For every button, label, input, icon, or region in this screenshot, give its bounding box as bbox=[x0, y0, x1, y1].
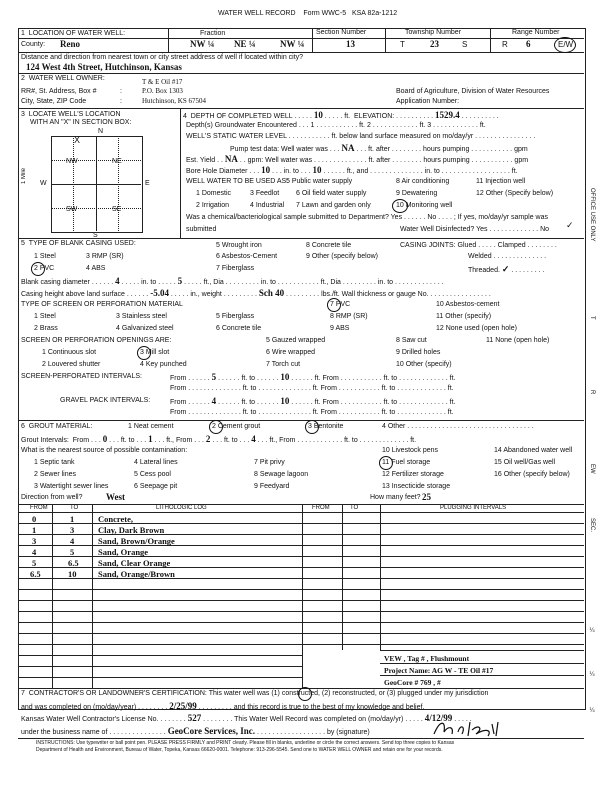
sidebar-q1: ¼ bbox=[589, 628, 595, 634]
screen-7: 7 PVC bbox=[330, 301, 351, 308]
opening-8: 8 Saw cut bbox=[396, 337, 427, 344]
instructions-2: Department of Health and Environment, Bureau of Water, Topeka, Kansas 66620-0001. Telephone: 913-296-5545. Send one to WATER WELL OWNER and retain one for your records. bbox=[36, 747, 443, 753]
casing-3: 3 RMP (SR) bbox=[86, 253, 124, 260]
casing-height-line: Casing height above land surface . . . . . . -5.04 . . . . . in., weight . . . . . . . . . Sch 40 . . . . . . . . . lbs./ft. Wall thickness or gauge No. . . . . . . . . . . . . . . . . bbox=[21, 288, 491, 298]
opening-7: 7 Torch cut bbox=[266, 361, 301, 368]
opening-1: 1 Continuous slot bbox=[42, 349, 97, 356]
opening-9: 9 Drilled holes bbox=[396, 349, 441, 356]
opening-10: 10 Other (specify) bbox=[396, 361, 452, 368]
signature-image bbox=[430, 718, 510, 740]
depth-line: 4 DEPTH OF COMPLETED WELL . . . . . 10 . . . . . ft. ELEVATION: . . . . . . . . . . 1529.4 . . . . . . . . . . bbox=[183, 110, 499, 120]
threaded-line: Threaded. ✓ . . . . . . . . . bbox=[468, 264, 545, 274]
use-2: 2 Irrigation bbox=[196, 202, 230, 209]
groundwater-line: Depth(s) Groundwater Encountered . . . 1 . . . . . . . . . . . ft. 2 . . . . . . . . . . . . ft. 3 . . . . . . . . . . . . ft. bbox=[186, 122, 486, 129]
direction-value: West bbox=[106, 492, 125, 502]
use-11: 11 Injection well bbox=[476, 178, 526, 185]
screen-12: 12 None used (open hole) bbox=[436, 325, 517, 332]
plug-from-header: FROM bbox=[312, 505, 330, 511]
grout-2: 2 Cement grout bbox=[212, 423, 261, 430]
log-row-desc: Sand, Brown/Orange bbox=[98, 536, 175, 546]
log-row-to: 6.5 bbox=[68, 558, 79, 568]
chem-line: Was a chemical/bacteriological sample submitted to Department? Yes . . . . . . No . . . . ; If yes, mo/day/yr sample was bbox=[186, 214, 548, 221]
application-label: Application Number: bbox=[396, 98, 460, 105]
source-16: 16 Other (specify below) bbox=[494, 471, 570, 478]
log-row-to: 1 bbox=[70, 514, 75, 524]
source-5: 5 Cess pool bbox=[134, 471, 171, 478]
source-12: 12 Fertilizer storage bbox=[382, 471, 444, 478]
casing-7: 7 Fiberglass bbox=[216, 265, 255, 272]
source-9: 9 Feedyard bbox=[254, 483, 290, 490]
openings-label: SCREEN OR PERFORATION OPENINGS ARE: bbox=[21, 337, 172, 344]
screen-10: 10 Asbestos-cement bbox=[436, 301, 500, 308]
cert-line-4: under the business name of . . . . . . . . . . . . . . . GeoCore Services, Inc. . . . . . . . . . . . . . . . . . . by (signature) bbox=[21, 726, 370, 736]
note-line bbox=[380, 650, 584, 651]
quarter-3: NW ¼ bbox=[280, 39, 305, 49]
plug-to-header: TO bbox=[350, 505, 359, 511]
source-14: 14 Abandoned water well bbox=[494, 447, 573, 454]
screen-1: 1 Steel bbox=[34, 313, 56, 320]
log-row-from: 0 bbox=[32, 514, 37, 524]
how-many-label: How many feet? bbox=[370, 494, 421, 501]
mile-label: 1 Mile bbox=[21, 168, 27, 185]
section-3-label-2: WITH AN "X" IN SECTION BOX: bbox=[30, 119, 132, 126]
source-15: 15 Oil well/Gas well bbox=[494, 459, 556, 466]
cert-line-2: and was completed on (mo/day/year) . . . . . . . . 2/25/99 . . . . . . . . . and this record is true to the best of my knowledge and belief. bbox=[21, 701, 425, 711]
log-row-from: 4 bbox=[32, 547, 37, 557]
section-5-label: 5 TYPE OF BLANK CASING USED: bbox=[21, 240, 136, 247]
log-row-line bbox=[18, 666, 302, 667]
screen-label: TYPE OF SCREEN OR PERFORATION MATERIAL bbox=[21, 301, 183, 308]
sidebar-q2: ¼ bbox=[589, 672, 595, 678]
log-from-header: FROM bbox=[30, 505, 48, 511]
source-label: What is the nearest source of possible contamination: bbox=[21, 447, 188, 454]
sidebar-t: T bbox=[589, 316, 595, 320]
note-line bbox=[380, 675, 584, 676]
range-number-label: Range Number bbox=[512, 29, 560, 36]
source-8: 8 Sewage lagoon bbox=[254, 471, 309, 478]
source-1: 1 Septic tank bbox=[34, 459, 75, 466]
casing-1: 1 Steel bbox=[34, 253, 56, 260]
ew-value: E/W bbox=[558, 40, 574, 49]
perf-row-1: From . . . . . . 5 . . . . . . ft. to . . . . . . 10 . . . . . . ft. From . . . . . . . . . . . ft. to . . . . . . . . . . . . . ft. bbox=[170, 372, 456, 382]
note-line bbox=[380, 663, 584, 664]
casing-9: 9 Other (specify below) bbox=[306, 253, 378, 260]
sidebar-sec: SEC. bbox=[589, 518, 595, 533]
screen-7-circle bbox=[327, 298, 341, 312]
sw-label: SW bbox=[66, 206, 78, 213]
screen-3: 3 Stainless steel bbox=[116, 313, 167, 320]
screen-6: 6 Concrete tile bbox=[216, 325, 262, 332]
opening-3-circle bbox=[137, 346, 151, 360]
screen-8: 8 RMP (SR) bbox=[330, 313, 368, 320]
log-to-header: TO bbox=[70, 505, 79, 511]
log-row-line bbox=[18, 589, 584, 590]
use-9: 9 Dewatering bbox=[396, 190, 438, 197]
source-10: 10 Livestock pens bbox=[382, 447, 439, 454]
source-3: 3 Watertight sewer lines bbox=[34, 483, 109, 490]
office-use-label: OFFICE USE ONLY bbox=[589, 188, 595, 242]
board-label: Board of Agriculture, Division of Water Resources bbox=[396, 88, 550, 95]
section-1-label: 1 LOCATION OF WATER WELL: bbox=[21, 30, 126, 37]
rr-label: RR#, St. Address, Box # bbox=[21, 88, 97, 95]
log-row-desc: Sand, Orange/Brown bbox=[98, 569, 175, 579]
log-row-to: 5 bbox=[70, 547, 75, 557]
south-label: S bbox=[93, 232, 98, 239]
log-row-to: 10 bbox=[68, 569, 77, 579]
township-number-label: Township Number bbox=[405, 29, 462, 36]
log-row-from: 5 bbox=[32, 558, 37, 568]
t-letter: T bbox=[400, 40, 405, 49]
county-label: County: bbox=[21, 41, 46, 48]
cert-line-1: 7 CONTRACTOR'S OR LANDOWNER'S CERTIFICATION: This water well was (1) constructed, (2) reconstructed, or (3) plugged under my jurisdiction bbox=[21, 690, 489, 697]
source-4: 4 Lateral lines bbox=[134, 459, 178, 466]
use-4: 4 Industrial bbox=[250, 202, 285, 209]
source-6: 6 Seepage pit bbox=[134, 483, 178, 490]
section-3-label: 3 LOCATE WELL'S LOCATION bbox=[21, 111, 121, 118]
cert-line-3: Kansas Water Well Contractor's License No. . . . . . . . 527 . . . . . . . . This Water Well Record was completed on (mo/day/yr) . . . . . 4/12/99 . . . . . bbox=[21, 713, 472, 723]
nw-label: NW bbox=[66, 158, 78, 165]
address-value: 124 West 4th Street, Hutchinson, Kansas bbox=[26, 62, 182, 72]
log-row-line bbox=[18, 633, 584, 634]
yield-line: Est. Yield . . NA . . gpm: Well water was . . . . . . . . . . . . . . ft. after . . . . . . . . hours pumping . . . . . . . . . . . gpm bbox=[186, 154, 529, 164]
east-label: E bbox=[145, 180, 150, 187]
static-line: WELL'S STATIC WATER LEVEL . . . . . . . . . . . ft. below land surface measured on mo/day/yr . . . . . . . . . . . . . . . . bbox=[186, 133, 536, 140]
perf-label: SCREEN-PERFORATED INTERVALS: bbox=[21, 373, 142, 380]
casing-2: 2 PVC bbox=[34, 265, 55, 272]
disinfect-check: ✓ bbox=[566, 220, 574, 230]
quarter-1: NW ¼ bbox=[190, 39, 215, 49]
source-11: 11 Fuel storage bbox=[382, 459, 431, 466]
gravel-label: GRAVEL PACK INTERVALS: bbox=[60, 397, 151, 404]
grout-intervals-line: Grout Intervals: From . . . 0 . . . ft. to . . . 1 . . . ft., From . . . 2 . . . ft. to . . . 4 . . . ft., From . . . . . . . . . . . . ft. to . . . . . . . . . . . . . ft. bbox=[21, 434, 417, 444]
log-row-line bbox=[18, 622, 584, 623]
screen-11: 11 Other (specify) bbox=[436, 313, 492, 320]
screen-5: 5 Fiberglass bbox=[216, 313, 255, 320]
grout-2-circle bbox=[209, 420, 223, 434]
opening-4: 4 Key punched bbox=[140, 361, 187, 368]
pump-line: Pump test data: Well water was . . . NA . . . ft. after . . . . . . . . hours pumping . . . . . . . . . . . gpm bbox=[230, 143, 528, 153]
use-1: 1 Domestic bbox=[196, 190, 232, 197]
disinfect-line: Water Well Disinfected? Yes . . . . . . . . . . . . . No bbox=[400, 226, 550, 233]
grout-4: 4 Other . . . . . . . . . . . . . . . . . . . . . . . . . . . . . . . . . bbox=[382, 423, 534, 430]
log-row-from: 3 bbox=[32, 536, 37, 546]
x-mark: X bbox=[74, 135, 81, 145]
casing-6: 6 Asbestos-Cement bbox=[216, 253, 278, 260]
log-row-line bbox=[18, 644, 584, 645]
opening-3: 3 Mill slot bbox=[140, 349, 170, 356]
west-label: W bbox=[40, 180, 47, 187]
sidebar-r: R bbox=[589, 390, 595, 395]
log-row-desc: Clay, Dark Brown bbox=[98, 525, 165, 535]
gravel-row-2: From . . . . . . . . . . . . . . ft. to . . . . . . . . . . . . . . ft. From . . . . . . . . . . . ft. to . . . . . . . . . . . . . ft. bbox=[170, 409, 454, 416]
direction-label: Direction from well? bbox=[21, 494, 83, 501]
opening-6: 6 Wire wrapped bbox=[266, 349, 316, 356]
note-line-3: GeoCore # 769 , # bbox=[384, 678, 441, 687]
gravel-row-1: From . . . . . . 4 . . . . . . ft. to . . . . . . 10 . . . . . . ft. From . . . . . . . . . . . ft. to . . . . . . . . . . . . . ft. bbox=[170, 396, 456, 406]
north-label: N bbox=[98, 128, 104, 135]
owner-name: T & E Oil #17 bbox=[142, 78, 183, 86]
log-row-from: 1 bbox=[32, 525, 37, 535]
note-line-2: Project Name: AG W - TE Oil #17 bbox=[384, 666, 494, 675]
sidebar-ew: EW bbox=[589, 464, 595, 474]
ne-label: NE bbox=[112, 158, 122, 165]
opening-2: 2 Louvered shutter bbox=[42, 361, 101, 368]
section-6-label: 6 GROUT MATERIAL: bbox=[21, 423, 93, 430]
log-row-desc: Sand, Clear Orange bbox=[98, 558, 171, 568]
constructed-circle bbox=[298, 687, 312, 701]
section-number-label: Section Number bbox=[316, 29, 367, 36]
use-5: 5 Public water supply bbox=[286, 178, 353, 185]
se-label: SE bbox=[112, 206, 122, 213]
casing-8: 8 Concrete tile bbox=[306, 242, 352, 249]
range-value: 6 bbox=[526, 39, 531, 49]
use-10: 10 Monitoring well bbox=[396, 202, 453, 209]
use-label: WELL WATER TO BE USED AS: bbox=[186, 178, 289, 185]
casing-5: 5 Wrought iron bbox=[216, 242, 262, 249]
owner-address: P.O. Box 1303 bbox=[142, 87, 183, 95]
opening-5: 5 Gauzed wrapped bbox=[266, 337, 326, 344]
perf-row-2: From . . . . . . . . . . . . . . ft. to . . . . . . . . . . . . . . ft. From . . . . . . . . . . . ft. to . . . . . . . . . . . . . ft. bbox=[170, 385, 454, 392]
casing-2-circle bbox=[31, 262, 45, 276]
instructions-1: INSTRUCTIONS: Use typewriter or ball point pen. PLEASE PRESS FIRMLY and PRINT clearly. Please fill in blanks, underline or circle the correct answers. Send top three copies to Kansas bbox=[36, 740, 455, 746]
log-row-line bbox=[18, 611, 584, 612]
blank-casing-line: Blank casing diameter . . . . . . 4 . . . . . in. to . . . . . 5 . . . . . ft., Dia . . . . . . . . . in. to . . . . . . . . . . . ft., Dia . . . . . . . . . in. to . . . . . . . . . . . . . bbox=[21, 276, 444, 286]
log-row-line bbox=[18, 677, 302, 678]
form-title: WATER WELL RECORD Form WWC-5 KSA 82a-1212 bbox=[218, 10, 398, 17]
screen-2: 2 Brass bbox=[34, 325, 58, 332]
source-7: 7 Pit privy bbox=[254, 459, 285, 466]
use-6: 6 Oil field water supply bbox=[296, 190, 367, 197]
quarter-2: NE ¼ bbox=[234, 39, 256, 49]
source-11-circle bbox=[379, 456, 393, 470]
use-3: 3 Feedlot bbox=[250, 190, 280, 197]
section-number-value: 13 bbox=[346, 39, 355, 49]
township-value: 23 bbox=[430, 39, 439, 49]
log-row-desc: Concrete, bbox=[98, 514, 134, 524]
source-13: 13 Insecticide storage bbox=[382, 483, 451, 490]
log-row-desc: Sand, Orange bbox=[98, 547, 149, 557]
log-row-line bbox=[18, 600, 584, 601]
s-letter: S bbox=[462, 40, 468, 49]
welded-line: Welded . . . . . . . . . . . . . . bbox=[468, 253, 547, 260]
distance-label: Distance and direction from nearest town or city street address of well if located within city? bbox=[21, 54, 304, 61]
plug-header: PLUGGING INTERVALS bbox=[440, 505, 507, 511]
feet-value: 25 bbox=[422, 492, 431, 502]
sidebar-q3: ¼ bbox=[589, 708, 595, 714]
use-12: 12 Other (Specify below) bbox=[476, 190, 554, 197]
screen-9: 9 ABS bbox=[330, 325, 350, 332]
fraction-label: Fraction bbox=[200, 30, 226, 37]
city-label: City, State, ZIP Code bbox=[21, 98, 87, 105]
note-line-1: VEW , Tag # , Flushmount bbox=[384, 654, 470, 663]
ew-circle bbox=[554, 37, 576, 53]
log-row-to: 3 bbox=[70, 525, 75, 535]
log-row-to: 4 bbox=[70, 536, 75, 546]
screen-4: 4 Galvanized steel bbox=[116, 325, 174, 332]
use-7: 7 Lawn and garden only bbox=[296, 202, 371, 209]
use-8: 8 Air conditioning bbox=[396, 178, 450, 185]
lith-header: LITHOLOGIC LOG bbox=[156, 505, 207, 511]
joints-line: CASING JOINTS: Glued . . . . . Clamped . . . . . . . . bbox=[400, 242, 557, 249]
casing-4: 4 ABS bbox=[86, 265, 106, 272]
use-10-circle bbox=[392, 199, 408, 213]
grout-3: 3 Bentonite bbox=[308, 423, 344, 430]
submitted-label: submitted bbox=[186, 226, 217, 233]
county-value: Reno bbox=[60, 39, 80, 49]
opening-11: 11 None (open hole) bbox=[486, 337, 550, 344]
source-2: 2 Sewer lines bbox=[34, 471, 77, 478]
section-2-label: 2 WATER WELL OWNER: bbox=[21, 75, 105, 82]
r-letter: R bbox=[502, 40, 508, 49]
grout-3-circle bbox=[305, 420, 319, 434]
grout-1: 1 Neat cement bbox=[128, 423, 174, 430]
owner-city: Hutchinson, KS 67504 bbox=[142, 97, 206, 105]
bore-line: Bore Hole Diameter . . . 10 . . . in. to . . . 10 . . . . . . ft., and . . . . . . . . . . . . . . in. to . . . . . . . . . . . . . . . . . . ft. bbox=[186, 165, 518, 175]
log-row-from: 6.5 bbox=[30, 569, 41, 579]
log-row-line bbox=[18, 655, 302, 656]
